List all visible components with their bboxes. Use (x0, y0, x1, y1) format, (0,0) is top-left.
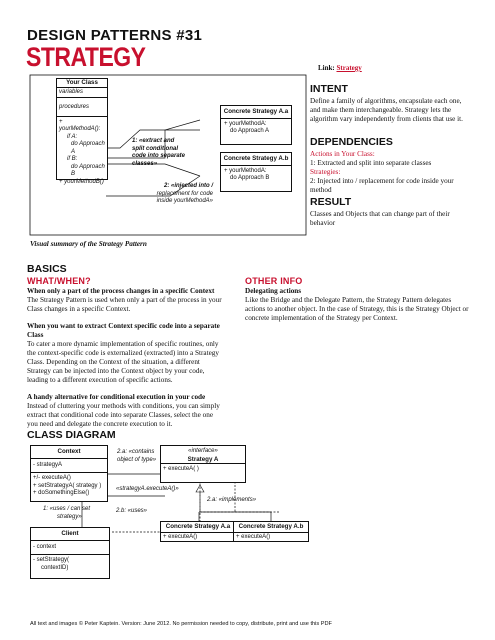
method-line: do Approach B (71, 163, 105, 177)
note-line: code into separate (132, 153, 186, 159)
note-line: split conditional (132, 145, 178, 152)
dep-text: 2: Injected into / replacement for code inside your method (310, 177, 454, 194)
strategy-interface (160, 445, 246, 483)
procedures-label: procedures (57, 98, 107, 117)
dep-label: Actions in Your Class: (310, 150, 375, 158)
intent-text: Define a family of algorithms, encapsulate each one, and make them interchangeable. Strategy lets the algorithm vary independently from clients that use it. (310, 97, 463, 123)
label-uses: 2.b: «uses» (116, 508, 148, 514)
strategy-aa-title: Concrete Strategy A.a (221, 106, 291, 119)
concrete-strategy-ab (233, 521, 309, 542)
method-line: if A: (67, 133, 78, 140)
dependencies-heading: DEPENDENCIES (310, 136, 393, 148)
note-line: 2: «injected into / (163, 183, 213, 189)
concrete-ab-title: Concrete Strategy A.b (234, 522, 308, 533)
para-text: To cater a more dynamic implementation of specific routines, only the context-specific code is externalized (extracted) into a Strategy Class. Depending on the Context of the situation, a different Strategy can be injected into the Context object by your code, leading to a different execution of specific actions. (27, 340, 219, 384)
what-when-heading: WHAT/WHEN? (27, 276, 91, 286)
concrete-aa-title: Concrete Strategy A.a (161, 522, 235, 533)
para-bold: A handy alternative for conditional execution in your code (27, 393, 206, 401)
method-line: contextID) (41, 564, 69, 571)
method-line: if B: (67, 156, 78, 162)
method-line: + yourMethodA(): (59, 118, 101, 132)
method-line: do Approach B (230, 175, 270, 181)
para-text: Instead of cluttering your methods with conditions, you can simply extract that conditional code into separate Classes, select the one you need and delegate the concrete execution to it. (27, 402, 220, 428)
client-class (30, 527, 110, 579)
label-implements: 2.a: «implements» (207, 497, 257, 503)
para-bold: Delegating actions (245, 287, 302, 295)
note-line: 1: «extract and (132, 138, 175, 144)
interface-method: + executeA( ) (163, 466, 199, 472)
other-info-heading: OTHER INFO (245, 276, 303, 286)
label-uses-can-set (43, 506, 90, 521)
intent-heading: INTENT (310, 83, 348, 95)
label-line: strategy» (57, 513, 82, 520)
method-line: + yourMethodA: (224, 167, 267, 174)
result-text: Classes and Objects that can change part of their behavior (310, 210, 450, 227)
note-line: replacement for code (156, 190, 213, 197)
para-bold: When only a part of the process changes in a specific Context (27, 287, 215, 295)
method-line: + yourMethodA: (224, 120, 267, 127)
strategy-ab-title: Concrete Strategy A.b (221, 153, 291, 166)
method-line: + setStrategyA( strategy ) (33, 482, 102, 489)
concrete-ab-method: + executeA() (236, 533, 271, 540)
label-contains (117, 449, 156, 464)
your-class-title: Your Class (57, 79, 107, 88)
client-field: - context (31, 541, 109, 556)
client-title: Client (31, 528, 109, 541)
interface-stereotype: «interface» (188, 448, 218, 454)
variables-label: variables (57, 88, 107, 99)
page-title: DESIGN PATTERNS #31 (27, 27, 203, 44)
method-line: - setStrategy( (33, 557, 70, 563)
interface-title: Strategy A (161, 456, 245, 465)
note-line: classes» (132, 160, 158, 167)
method-line: + yourMethodB() (59, 178, 104, 185)
summary-caption: Visual summary of the Strategy Pattern (30, 240, 147, 248)
label-execute: «strategyA.executeA()» (116, 486, 179, 492)
method-line: do Approach A (230, 128, 270, 134)
concrete-aa-method: + executeA() (163, 533, 198, 540)
pattern-name: STRATEGY (26, 42, 146, 72)
concrete-strategy-aa (160, 521, 236, 542)
method-line: do Approach A (71, 141, 105, 155)
para-text: The Strategy Pattern is used when only a part of the process in your Class changes in a specific Context. (27, 296, 222, 313)
basics-heading: BASICS (27, 263, 67, 275)
method-line: + doSomethingElse() (33, 490, 90, 496)
footer-copyright: All text and images © Peter Kaptein. Version: June 2012. No permission needed to copy, distribute, print and use this PDF (30, 621, 332, 627)
dep-label: Strategies: (310, 168, 341, 176)
label-line: object of type» (117, 456, 157, 463)
method-line: +/- executeA() (33, 475, 71, 481)
context-title: Context (31, 446, 107, 459)
strategy-link[interactable]: Strategy (336, 64, 362, 72)
para-text: Like the Bridge and the Delegate Pattern, the Strategy Pattern delegates actions to another object. In the case of Strategy, this is the Strategy Object or concrete implementation of the Strategy per Context. (245, 296, 469, 322)
context-class (30, 445, 108, 502)
result-heading: RESULT (310, 196, 352, 208)
context-field: - strategyA (31, 459, 107, 474)
para-bold: When you want to extract Context specific code into a separate Class (27, 322, 220, 339)
label-line: 1: «uses / can set (43, 506, 91, 512)
link-prefix: Link: (318, 64, 335, 72)
class-diagram-heading: CLASS DIAGRAM (27, 429, 116, 441)
dep-text: 1: Extracted and split into separate classes (310, 159, 432, 167)
label-line: 2.a: «contains (117, 449, 155, 455)
note-line: inside yourMethodA» (156, 198, 213, 204)
